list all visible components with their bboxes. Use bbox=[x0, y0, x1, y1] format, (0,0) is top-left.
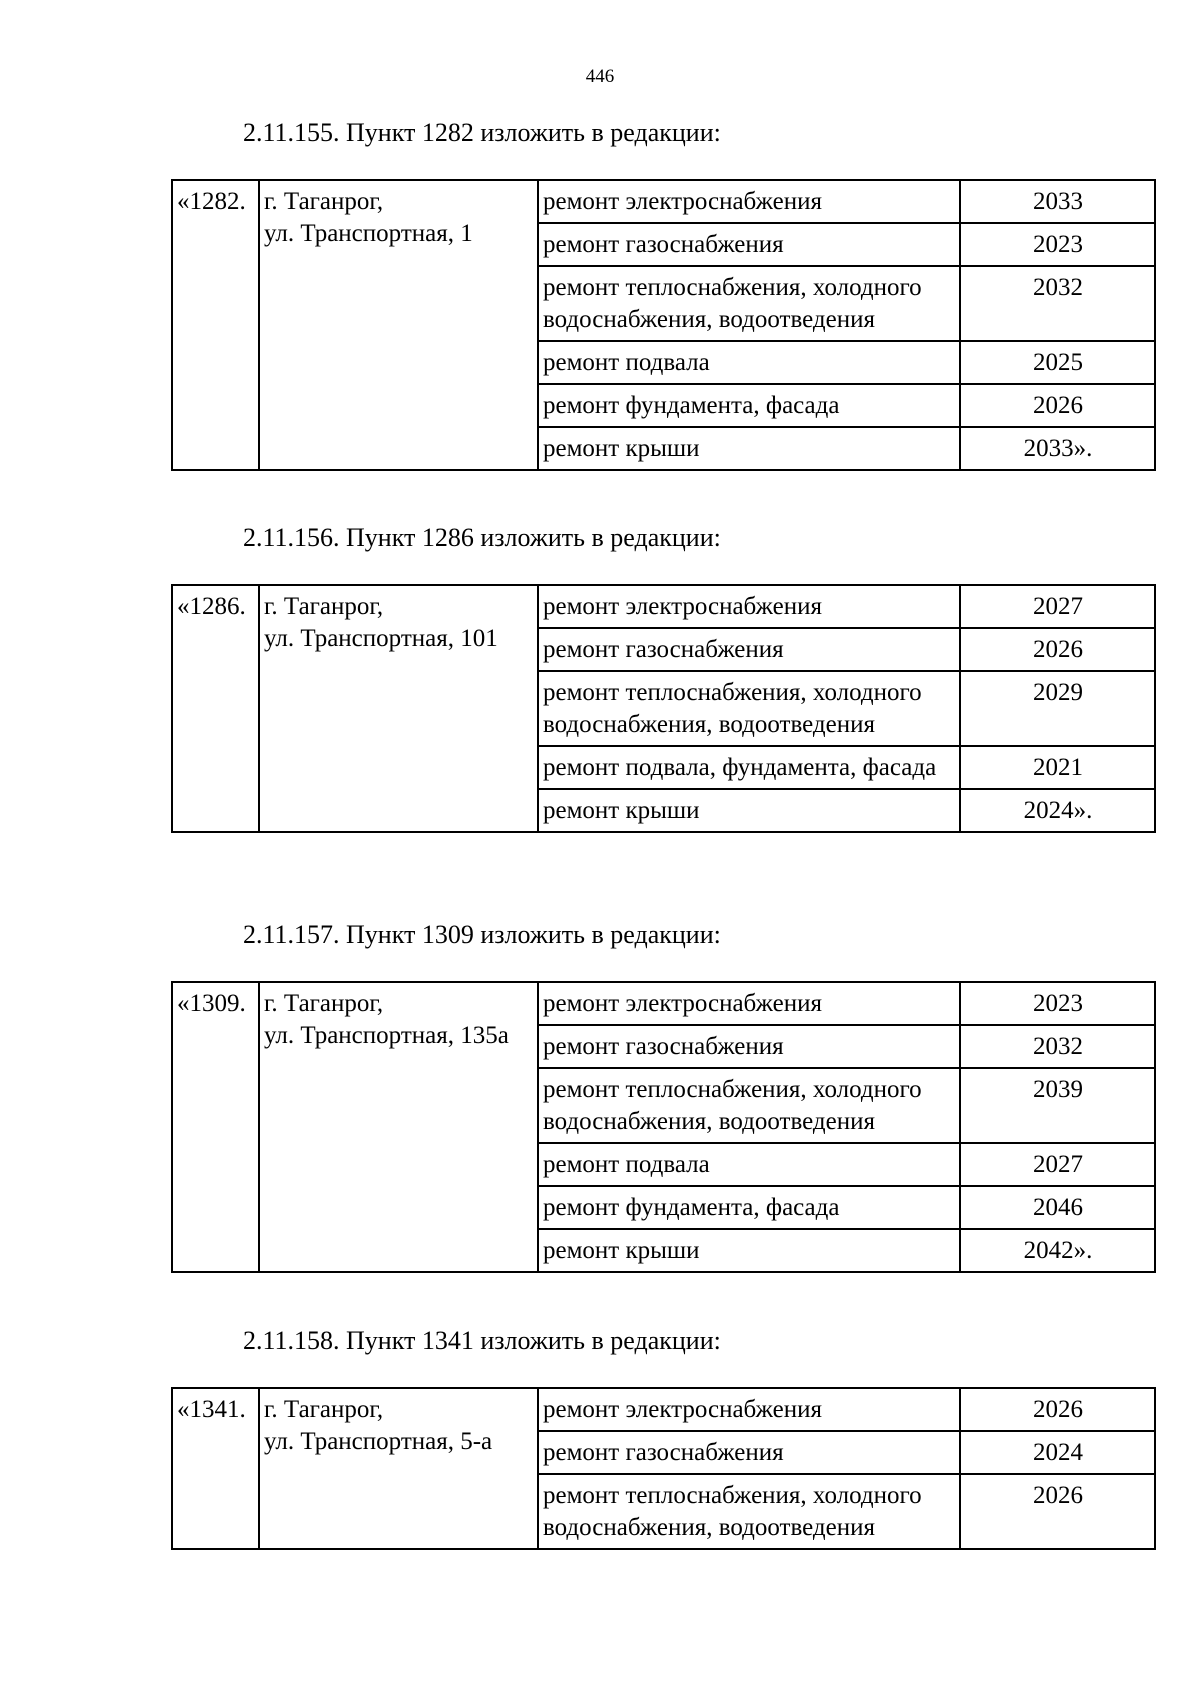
year-cell: 2023 bbox=[960, 982, 1155, 1025]
entry-number: «1309. bbox=[172, 982, 259, 1272]
address-street: ул. Транспортная, 135а bbox=[264, 1022, 509, 1049]
work-cell: ремонт фундамента, фасада bbox=[538, 384, 960, 427]
page-number: 446 bbox=[585, 66, 615, 87]
work-cell: ремонт электроснабжения bbox=[538, 180, 960, 223]
work-cell: ремонт подвала, фундамента, фасада bbox=[538, 746, 960, 789]
section-heading: 2.11.157. Пункт 1309 изложить в редакции: bbox=[243, 920, 721, 949]
table-row bbox=[172, 982, 1155, 1025]
address-cell bbox=[259, 180, 538, 470]
work-cell: ремонт крыши bbox=[538, 1229, 960, 1272]
entry-number: «1282. bbox=[172, 180, 259, 470]
year-cell: 2024». bbox=[960, 789, 1155, 832]
year-cell: 2026 bbox=[960, 628, 1155, 671]
work-cell: ремонт теплоснабжения, холодного водоснабжения, водоотведения bbox=[538, 1474, 960, 1549]
year-cell: 2025 bbox=[960, 341, 1155, 384]
entry-table bbox=[171, 179, 1156, 471]
section-heading: 2.11.155. Пункт 1282 изложить в редакции: bbox=[243, 118, 721, 147]
year-cell: 2026 bbox=[960, 1388, 1155, 1431]
year-cell: 2026 bbox=[960, 1474, 1155, 1549]
year-cell: 2033 bbox=[960, 180, 1155, 223]
work-cell: ремонт газоснабжения bbox=[538, 1025, 960, 1068]
year-cell: 2046 bbox=[960, 1186, 1155, 1229]
address-cell bbox=[259, 585, 538, 832]
entry-table bbox=[171, 981, 1156, 1273]
year-cell: 2029 bbox=[960, 671, 1155, 746]
table-row bbox=[172, 1388, 1155, 1431]
year-cell: 2023 bbox=[960, 223, 1155, 266]
work-cell: ремонт газоснабжения bbox=[538, 1431, 960, 1474]
address-cell bbox=[259, 1388, 538, 1549]
work-cell: ремонт газоснабжения bbox=[538, 223, 960, 266]
table-row bbox=[172, 180, 1155, 223]
year-cell: 2039 bbox=[960, 1068, 1155, 1143]
address-city: г. Таганрог, bbox=[264, 593, 384, 620]
work-cell: ремонт теплоснабжения, холодного водоснабжения, водоотведения bbox=[538, 1068, 960, 1143]
address-city: г. Таганрог, bbox=[264, 1396, 384, 1423]
address-street: ул. Транспортная, 5-а bbox=[264, 1428, 493, 1455]
year-cell: 2021 bbox=[960, 746, 1155, 789]
work-cell: ремонт электроснабжения bbox=[538, 1388, 960, 1431]
work-cell: ремонт газоснабжения bbox=[538, 628, 960, 671]
address-street: ул. Транспортная, 101 bbox=[264, 625, 498, 652]
work-cell: ремонт электроснабжения bbox=[538, 585, 960, 628]
entry-number: «1341. bbox=[172, 1388, 259, 1549]
work-cell: ремонт крыши bbox=[538, 789, 960, 832]
entry-table bbox=[171, 1387, 1156, 1550]
section-heading: 2.11.156. Пункт 1286 изложить в редакции: bbox=[243, 523, 721, 552]
address-city: г. Таганрог, bbox=[264, 990, 384, 1017]
year-cell: 2032 bbox=[960, 266, 1155, 341]
section-heading: 2.11.158. Пункт 1341 изложить в редакции: bbox=[243, 1326, 721, 1355]
table-row bbox=[172, 585, 1155, 628]
work-cell: ремонт теплоснабжения, холодного водоснабжения, водоотведения bbox=[538, 266, 960, 341]
year-cell: 2033». bbox=[960, 427, 1155, 470]
year-cell: 2024 bbox=[960, 1431, 1155, 1474]
year-cell: 2042». bbox=[960, 1229, 1155, 1272]
work-cell: ремонт фундамента, фасада bbox=[538, 1186, 960, 1229]
address-street: ул. Транспортная, 1 bbox=[264, 220, 473, 247]
year-cell: 2032 bbox=[960, 1025, 1155, 1068]
entry-table bbox=[171, 584, 1156, 833]
entry-number: «1286. bbox=[172, 585, 259, 832]
work-cell: ремонт подвала bbox=[538, 341, 960, 384]
work-cell: ремонт теплоснабжения, холодного водоснабжения, водоотведения bbox=[538, 671, 960, 746]
work-cell: ремонт электроснабжения bbox=[538, 982, 960, 1025]
work-cell: ремонт подвала bbox=[538, 1143, 960, 1186]
year-cell: 2027 bbox=[960, 1143, 1155, 1186]
work-cell: ремонт крыши bbox=[538, 427, 960, 470]
address-cell bbox=[259, 982, 538, 1272]
year-cell: 2027 bbox=[960, 585, 1155, 628]
address-city: г. Таганрог, bbox=[264, 188, 384, 215]
year-cell: 2026 bbox=[960, 384, 1155, 427]
